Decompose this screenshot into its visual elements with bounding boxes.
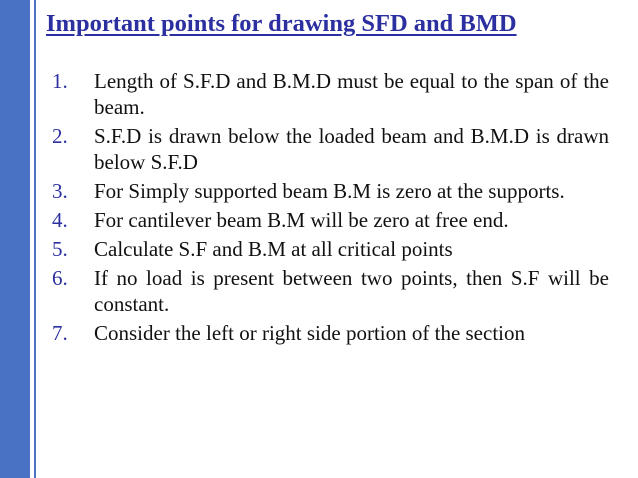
list-item-number: 6.: [52, 266, 68, 290]
list-item: [52, 236, 609, 262]
list-item-number: 7.: [52, 321, 68, 345]
list-item-number: 3.: [52, 179, 68, 203]
list-item-number: 4.: [52, 208, 68, 232]
left-accent-line: [34, 0, 36, 478]
list-item-number: 2.: [52, 124, 68, 148]
list-item-number: 1.: [52, 69, 68, 93]
list-item: [52, 123, 609, 175]
list-item-text: S.F.D is drawn below the loaded beam and B.M.D is drawn below S.F.D: [94, 124, 609, 174]
left-accent-bar: [0, 0, 30, 478]
list-item-text: Length of S.F.D and B.M.D must be equal to the span of the beam.: [94, 69, 609, 119]
list-item: [52, 265, 609, 317]
slide-title: Important points for drawing SFD and BMD: [46, 10, 517, 37]
points-list: [52, 68, 609, 349]
list-item-text: For Simply supported beam B.M is zero at the supports.: [94, 179, 565, 203]
list-item: [52, 178, 609, 204]
list-item: [52, 68, 609, 120]
list-item: [52, 320, 609, 346]
list-item-text: If no load is present between two points, then S.F will be constant.: [94, 266, 609, 316]
list-item-text: Consider the left or right side portion of the section: [94, 321, 525, 345]
list-item: [52, 207, 609, 233]
list-item-number: 5.: [52, 237, 68, 261]
list-item-text: For cantilever beam B.M will be zero at free end.: [94, 208, 509, 232]
list-item-text: Calculate S.F and B.M at all critical points: [94, 237, 453, 261]
